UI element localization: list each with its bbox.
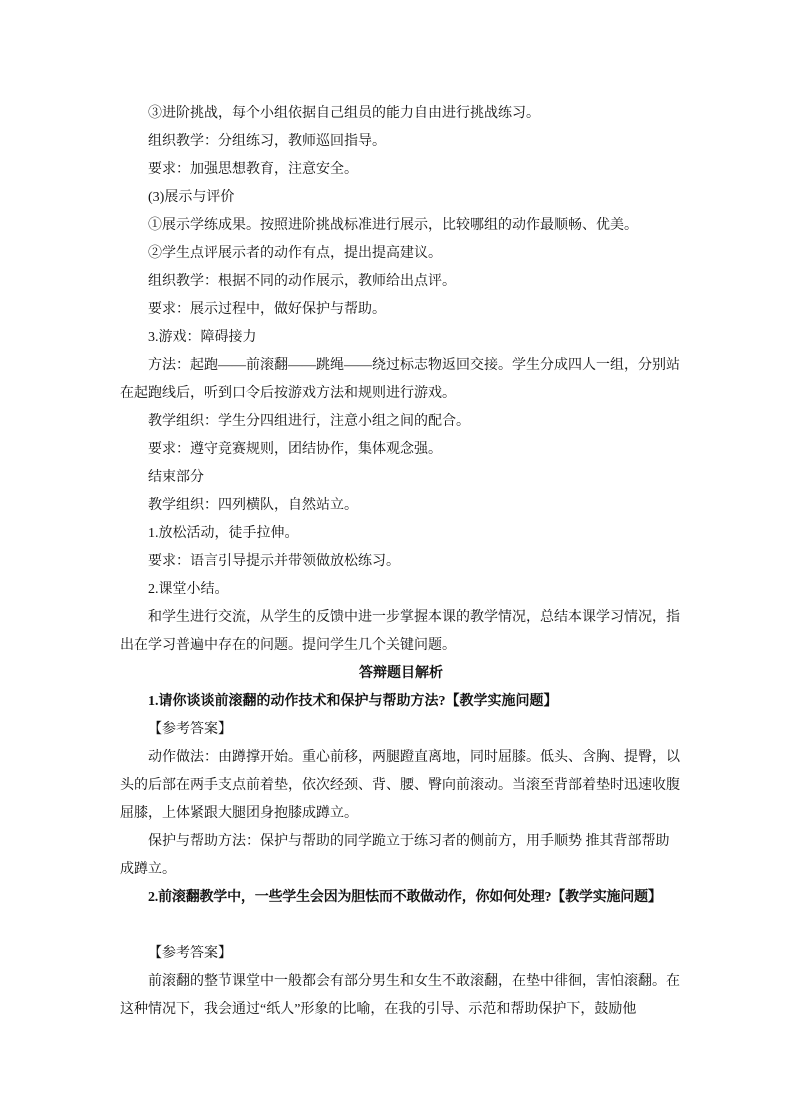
answer-paragraph: 动作做法：由蹲撑开始。重心前移，两腿蹬直离地，同时屈膝。低头、含胸、提臀，以头的后部在两手支点前着垫，依次经颈、背、腰、臀向前滚动。当滚至背部着垫时迅速收腹屈膝，上体紧跟大腿团身抱膝成蹲立。: [120, 750, 680, 821]
question-2: 2.前滚翻教学中，一些学生会因为胆怯而不敢做动作，你如何处理?【教学实施问题】: [148, 890, 662, 905]
paragraph: 教学组织：学生分四组进行，注意小组之间的配合。: [148, 414, 470, 429]
paragraph: 和学生进行交流，从学生的反馈中进一步掌握本课的教学情况，总结本课学习情况，指出在学习普遍中存在的问题。提问学生几个关键问题。: [120, 610, 680, 653]
lesson-plan-section: [120, 100, 682, 660]
document-page: [120, 100, 682, 1024]
paragraph: ①展示学练成果。按照进阶挑战标准进行展示，比较哪组的动作最顺畅、优美。: [148, 218, 638, 233]
paragraph: 组织教学：根据不同的动作展示，教师给出点评。: [148, 274, 456, 289]
section-title: 答辩题目解析: [359, 666, 443, 681]
answer-paragraph: 保护与帮助方法：保护与帮助的同学跪立于练习者的侧前方，用手顺势 推其背部帮助成蹲立。: [120, 834, 670, 877]
answer-paragraph: 前滚翻的整节课堂中一般都会有部分男生和女生不敢滚翻，在垫中徘徊，害怕滚翻。在这种情况下，我会通过“纸人”形象的比喻，在我的引导、示范和帮助保护下，鼓励他: [120, 974, 680, 1017]
question-1: 1.请你谈谈前滚翻的动作技术和保护与帮助方法?【教学实施问题】: [148, 694, 558, 709]
paragraph: ②学生点评展示者的动作有点，提出提高建议。: [148, 246, 442, 261]
paragraph: 结束部分: [148, 470, 204, 485]
paragraph: 1.放松活动，徒手拉伸。: [148, 526, 299, 541]
paragraph: 3.游戏：障碍接力: [148, 330, 257, 345]
paragraph: 组织教学：分组练习，教师巡回指导。: [148, 134, 386, 149]
paragraph: 教学组织：四列横队，自然站立。: [148, 498, 358, 513]
reference-answer-label: 【参考答案】: [148, 946, 232, 961]
paragraph: 方法：起跑——前滚翻——跳绳——绕过标志物返回交接。学生分成四人一组，分别站在起跑线后，听到口令后按游戏方法和规则进行游戏。: [120, 358, 680, 401]
blank-line: [120, 912, 682, 940]
paragraph: 2.课堂小结。: [148, 582, 229, 597]
paragraph: 要求：加强思想教育，注意安全。: [148, 162, 358, 177]
paragraph: ③进阶挑战，每个小组依据自己组员的能力自由进行挑战练习。: [148, 106, 540, 121]
paragraph: 要求：展示过程中，做好保护与帮助。: [148, 302, 386, 317]
reference-answer-label: 【参考答案】: [148, 722, 232, 737]
paragraph: 要求：遵守竞赛规则，团结协作，集体观念强。: [148, 442, 442, 457]
paragraph: (3)展示与评价: [148, 190, 235, 205]
paragraph: 要求：语言引导提示并带领做放松练习。: [148, 554, 400, 569]
